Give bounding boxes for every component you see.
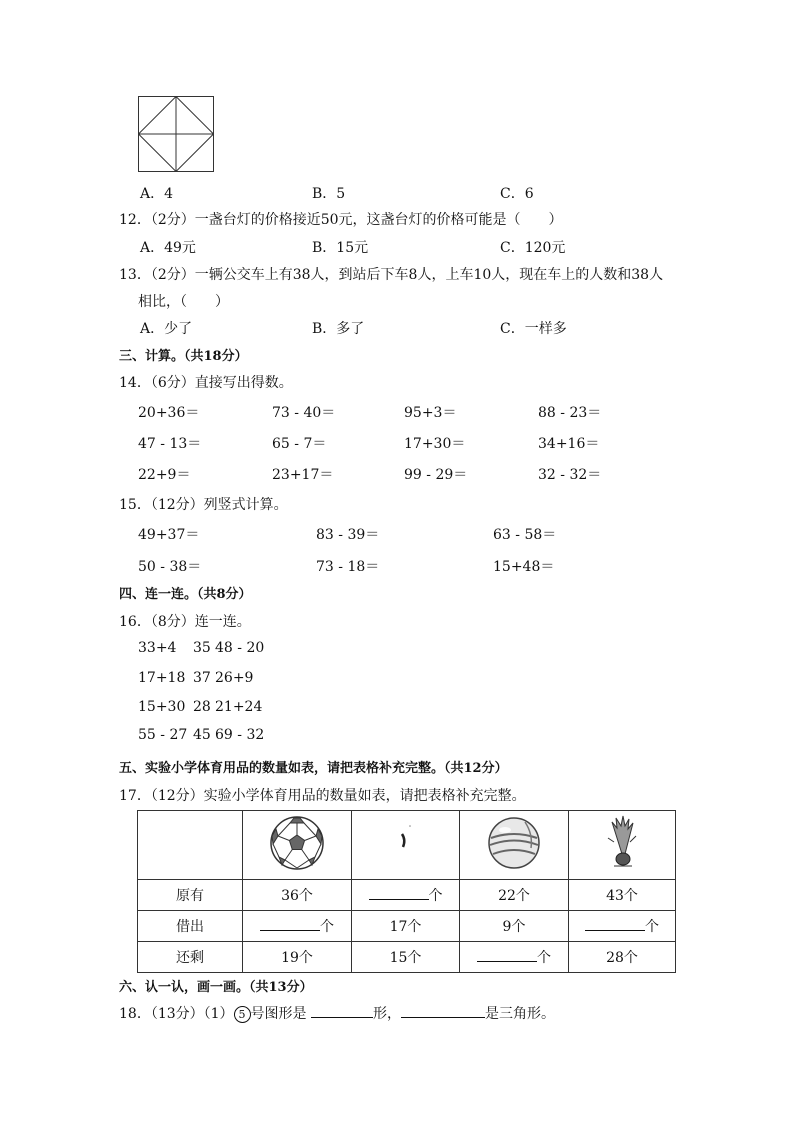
square-diamond-figure	[138, 96, 214, 172]
cell-original-ball: 22个	[460, 880, 569, 911]
q16-right-expr[interactable]: 26+9	[215, 670, 254, 686]
q16-middle-number[interactable]: 35	[193, 640, 211, 656]
cell-remaining-shuttlecock: 28个	[569, 942, 676, 973]
sports-equipment-table	[137, 810, 676, 973]
ball-cell	[460, 811, 569, 880]
row-label-original: 原有	[138, 880, 243, 911]
q14-item: 32 - 32＝	[538, 467, 602, 483]
cell-lent-football[interactable]	[243, 911, 352, 942]
football-cell	[243, 811, 352, 880]
cell-remaining-rope: 15个	[352, 942, 460, 973]
q16-right-expr[interactable]: 48 - 20	[215, 640, 265, 656]
q14-item: 22+9＝	[138, 467, 191, 483]
q16-middle-number[interactable]: 45	[193, 727, 211, 743]
q13-option-c[interactable]: C．一样多	[500, 321, 567, 337]
circled-number: 5	[234, 1006, 251, 1023]
q12-option-a[interactable]: A．49元	[140, 240, 196, 256]
q14-item: 47 - 13＝	[138, 436, 202, 452]
cell-lent-shuttlecock[interactable]	[569, 911, 676, 942]
q17-stem: 17．（12分）实验小学体育用品的数量如表，请把表格补充完整。	[119, 788, 526, 804]
q18-text3: 是三角形。	[485, 1006, 555, 1022]
answer-blank-triangle[interactable]	[401, 1003, 485, 1018]
q16-left-expr[interactable]: 15+30	[138, 699, 186, 715]
football-icon	[268, 814, 326, 872]
cell-remaining-football: 19个	[243, 942, 352, 973]
q12-stem: 12．（2分）一盏台灯的价格接近50元，这盏台灯的价格可能是（ ）	[119, 212, 563, 228]
shuttlecock-icon	[602, 814, 642, 872]
q13-option-b[interactable]: B．多了	[312, 321, 365, 337]
q16-left-expr[interactable]: 55 - 27	[138, 727, 188, 743]
q12-option-b[interactable]: B．15元	[312, 240, 369, 256]
q18-prefix: 18．（13分）（1）	[119, 1006, 234, 1022]
cell-remaining-ball[interactable]	[460, 942, 569, 973]
section6-title: 六、认一认，画一画。（共13分）	[119, 980, 313, 995]
answer-blank[interactable]	[585, 916, 645, 931]
section5-title: 五、实验小学体育用品的数量如表，请把表格补充完整。（共12分）	[119, 761, 508, 776]
q14-item: 73 - 40＝	[272, 405, 336, 421]
unit-label: 个	[537, 950, 551, 966]
answer-blank-shape[interactable]	[311, 1003, 373, 1018]
cell-lent-rope: 17个	[352, 911, 460, 942]
cell-lent-ball: 9个	[460, 911, 569, 942]
unit-label: 个	[320, 919, 334, 935]
q11-option-a[interactable]: A．4	[140, 186, 174, 202]
q14-item: 34+16＝	[538, 436, 600, 452]
section4-title: 四、连一连。（共8分）	[119, 587, 252, 602]
corner-cell	[138, 811, 243, 880]
q18-line	[119, 1003, 555, 1023]
q16-stem: 16．（8分）连一连。	[119, 614, 251, 630]
section3-title: 三、计算。（共18分）	[119, 349, 248, 364]
q18-text1: 号图形是	[250, 1006, 307, 1022]
q15-item: 50 - 38＝	[138, 559, 202, 575]
q14-item: 88 - 23＝	[538, 405, 602, 421]
row-label-remaining: 还剩	[138, 942, 243, 973]
unit-label: 个	[645, 919, 659, 935]
q14-item: 17+30＝	[404, 436, 466, 452]
answer-blank[interactable]	[260, 916, 320, 931]
q14-item: 23+17＝	[272, 467, 334, 483]
q11-option-c[interactable]: C．6	[500, 186, 534, 202]
cell-original-shuttlecock: 43个	[569, 880, 676, 911]
q14-item: 95+3＝	[404, 405, 457, 421]
q18-text2: 形，	[373, 1006, 401, 1022]
q15-item: 49+37＝	[138, 527, 200, 543]
q12-option-c[interactable]: C．120元	[500, 240, 566, 256]
answer-blank[interactable]	[369, 885, 429, 900]
ball-icon	[485, 814, 543, 872]
q14-item: 20+36＝	[138, 405, 200, 421]
q16-middle-number[interactable]: 37	[193, 670, 211, 686]
cell-original-rope[interactable]	[352, 880, 460, 911]
cell-original-football: 36个	[243, 880, 352, 911]
shuttlecock-cell	[569, 811, 676, 880]
q13-stem-line2: 相比，（ ）	[138, 294, 229, 310]
q14-stem: 14．（6分）直接写出得数。	[119, 375, 293, 391]
jump-rope-cell	[352, 811, 460, 880]
q16-left-expr[interactable]: 33+4	[138, 640, 177, 656]
q15-item: 63 - 58＝	[493, 527, 557, 543]
q15-item: 73 - 18＝	[316, 559, 380, 575]
q15-item: 15+48＝	[493, 559, 555, 575]
q15-item: 83 - 39＝	[316, 527, 380, 543]
row-label-lent: 借出	[138, 911, 243, 942]
q16-right-expr[interactable]: 21+24	[215, 699, 263, 715]
unit-label: 个	[428, 888, 443, 904]
q16-left-expr[interactable]: 17+18	[138, 670, 186, 686]
jump-rope-icon	[386, 814, 426, 872]
answer-blank[interactable]	[477, 947, 537, 962]
q14-item: 65 - 7＝	[272, 436, 327, 452]
q13-stem-line1: 13．（2分）一辆公交车上有38人，到站后下车8人，上车10人，现在车上的人数和38人	[119, 267, 664, 283]
q16-middle-number[interactable]: 28	[193, 699, 211, 715]
q14-item: 99 - 29＝	[404, 467, 468, 483]
q15-stem: 15．（12分）列竖式计算。	[119, 497, 288, 513]
q13-option-a[interactable]: A．少了	[140, 321, 193, 337]
q11-option-b[interactable]: B．5	[312, 186, 346, 202]
q16-right-expr[interactable]: 69 - 32	[215, 727, 265, 743]
